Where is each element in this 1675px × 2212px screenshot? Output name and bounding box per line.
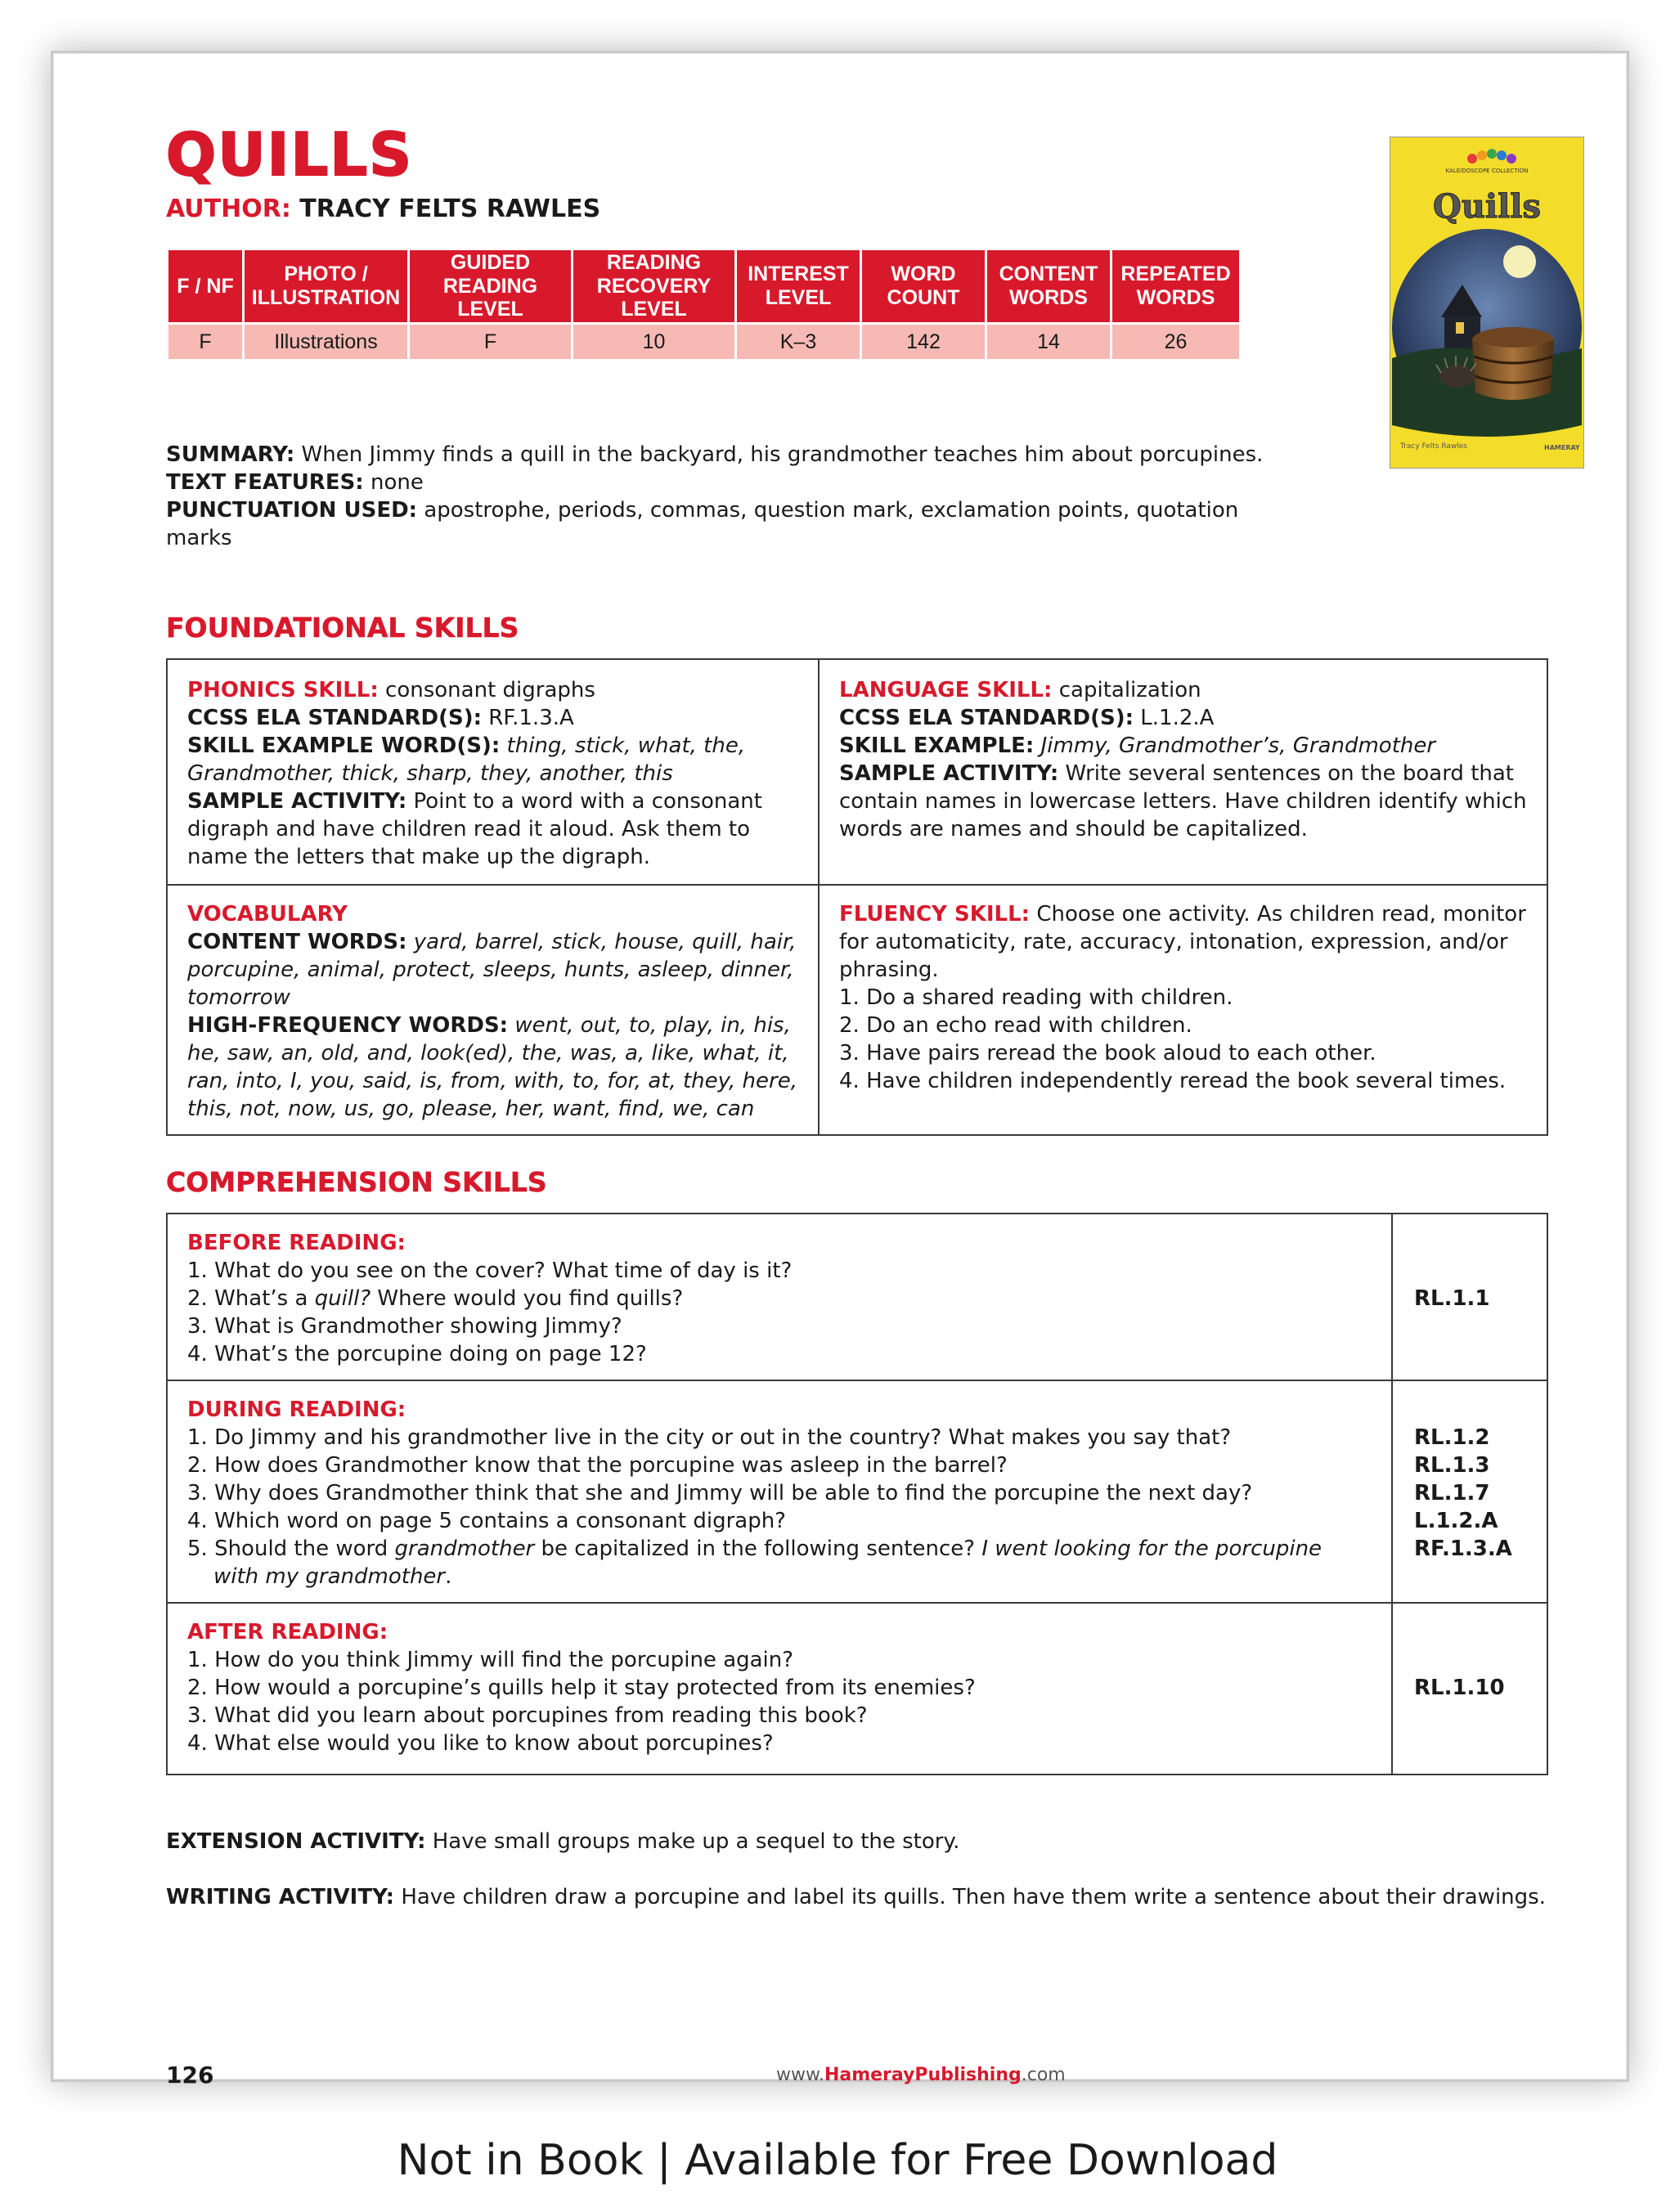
phonics-act-label: SAMPLE ACTIVITY: [187, 789, 407, 814]
value-interest: K–3 [736, 324, 861, 361]
question: 1. How do you think Jimmy will find the porcupine again? [187, 1648, 794, 1672]
question: 4. Which word on page 5 contains a consonant digraph? [187, 1509, 786, 1533]
phonics-std-line [187, 704, 798, 732]
value-word-count: 142 [861, 324, 986, 361]
list-item: 2. Do an echo read with children. [839, 1013, 1192, 1038]
phonics-skill-label: PHONICS SKILL: [187, 678, 379, 702]
during-standards [1414, 1424, 1512, 1563]
header-photo: PHOTO / ILLUSTRATION [244, 249, 409, 324]
phonics-ex-line [187, 732, 798, 787]
question [187, 1535, 1372, 1591]
hf-words-label: HIGH-FREQUENCY WORDS: [187, 1013, 509, 1038]
author-label: AUTHOR: [166, 195, 291, 223]
language-std: L.1.2.A [1140, 706, 1215, 730]
foundational-heading: FOUNDATIONAL SKILLS [166, 612, 519, 644]
question-part: be capitalized in the following sentence? [534, 1537, 982, 1561]
summary-block [166, 441, 1270, 552]
phonics-act-line [187, 787, 798, 871]
hf-words-line [187, 1012, 798, 1123]
question-part: 5. Should the word [187, 1537, 395, 1561]
grid-divider [1391, 1214, 1393, 1774]
language-ex-line [839, 732, 1527, 760]
question-part: quill? [314, 1286, 371, 1311]
before-reading-cell [168, 1214, 1391, 1380]
info-value-row [168, 324, 1241, 361]
website-link[interactable] [776, 2065, 1066, 2085]
standard-code: RF.1.3.A [1414, 1537, 1512, 1561]
question: 2. How would a porcupine’s quills help it stay protected from its enemies? [187, 1676, 976, 1700]
standard-code: RL.1.7 [1414, 1481, 1490, 1505]
book-cover [1390, 137, 1584, 469]
question-part: . [445, 1564, 452, 1589]
fluency-skill: Choose one activity. As children read, monitor for automaticity, rate, accuracy, intonation, expression, and/or phrasing. [839, 902, 1526, 982]
value-repeated-words: 26 [1111, 324, 1241, 361]
language-ex: Jimmy, Grandmother’s, Grandmother [1040, 734, 1436, 758]
question: 4. What’s the porcupine doing on page 12? [187, 1342, 647, 1366]
value-photo: Illustrations [244, 324, 409, 361]
fluency-skill-line [839, 900, 1527, 984]
question-part: I went looking for the porcupine with my grandmother [213, 1537, 1322, 1589]
question: 3. What did you learn about porcupines from reading this book? [187, 1703, 868, 1728]
fluency-skill-label: FLUENCY SKILL: [839, 902, 1031, 927]
question: 3. Why does Grandmother think that she and Jimmy will be able to find the porcupine the next day? [187, 1481, 1253, 1505]
language-act: Write several sentences on the board that contain names in lowercase letters. Have children identify which words are names and should be capitalized. [839, 761, 1527, 841]
author-line [166, 197, 600, 222]
book-info-table [166, 248, 1242, 361]
comprehension-grid [166, 1213, 1548, 1775]
language-ex-label: SKILL EXAMPLE: [839, 734, 1035, 758]
question: 1. What do you see on the cover? What time of day is it? [187, 1259, 793, 1283]
content-words-label: CONTENT WORDS: [187, 930, 407, 954]
question: 2. How does Grandmother know that the porcupine was asleep in the barrel? [187, 1453, 1008, 1478]
header-recovery: READING RECOVERY LEVEL [573, 249, 736, 324]
language-std-label: CCSS ELA STANDARD(S): [839, 706, 1134, 730]
extension-activity [166, 1828, 1548, 1855]
web-suffix: .com [1021, 2065, 1066, 2085]
punct-label: PUNCTUATION USED: [166, 498, 418, 523]
barrel-icon [1472, 327, 1554, 400]
phonics-cell [168, 660, 818, 884]
cover-publisher: HAMERAY [1544, 444, 1580, 451]
extension-text: Have small groups make up a sequel to the story. [432, 1829, 960, 1854]
cover-title: Quills [1432, 187, 1542, 226]
page-number: 126 [166, 2062, 214, 2089]
punct-line [166, 496, 1270, 552]
vocabulary-heading: VOCABULARY [187, 902, 348, 927]
summary-text: When Jimmy finds a quill in the backyard, his grandmother teaches him about porcupines. [301, 442, 1264, 467]
question: 4. What else would you like to know about porcupines? [187, 1731, 774, 1756]
header-guided: GUIDED READING LEVEL [409, 249, 573, 324]
before-standards [1414, 1285, 1490, 1312]
language-skill-label: LANGUAGE SKILL: [839, 678, 1053, 702]
book-title: QUILLS [166, 120, 414, 189]
header-repeated-words: REPEATED WORDS [1111, 249, 1241, 324]
summary-line [166, 441, 1270, 469]
language-std-line [839, 704, 1527, 732]
language-skill-line [839, 676, 1527, 704]
value-recovery: 10 [573, 324, 736, 361]
question: 1. Do Jimmy and his grandmother live in the city or out in the country? What makes you say that? [187, 1425, 1232, 1450]
after-standards [1414, 1674, 1505, 1702]
phonics-ex: thing, stick, what, the, Grandmother, thick, sharp, they, another, this [187, 734, 746, 786]
author-name: TRACY FELTS RAWLES [299, 195, 601, 223]
standard-code: RL.1.10 [1414, 1676, 1505, 1700]
features-line [166, 469, 1270, 496]
page [51, 51, 1629, 2089]
question-part: Where would you find quills? [370, 1286, 684, 1311]
after-reading-label: AFTER READING: [187, 1620, 388, 1644]
writing-activity [166, 1883, 1548, 1911]
question: 3. What is Grandmother showing Jimmy? [187, 1314, 622, 1339]
language-act-line [839, 760, 1527, 843]
vocabulary-cell [168, 886, 818, 1134]
phonics-skill-line [187, 676, 798, 704]
web-prefix: www. [776, 2065, 824, 2085]
header-fnf: F / NF [168, 249, 244, 324]
cover-author: Tracy Felts Rawles [1400, 442, 1467, 451]
writing-label: WRITING ACTIVITY: [166, 1885, 395, 1909]
extension-label: EXTENSION ACTIVITY: [166, 1829, 426, 1854]
phonics-ex-label: SKILL EXAMPLE WORD(S): [187, 734, 501, 758]
summary-label: SUMMARY: [166, 442, 295, 467]
fluency-list [839, 984, 1527, 1095]
cover-collection: KALEIDOSCOPE COLLECTION [1445, 168, 1529, 174]
writing-text: Have children draw a porcupine and label its quills. Then have them write a sentence about their drawings. [401, 1885, 1546, 1909]
after-reading-cell [168, 1604, 1391, 1774]
web-brand: HamerayPublishing [824, 2065, 1022, 2085]
features-text: none [370, 470, 424, 495]
standard-code: RL.1.3 [1414, 1453, 1490, 1478]
value-guided: F [409, 324, 573, 361]
header-content-words: CONTENT WORDS [986, 249, 1111, 324]
content-words: yard, barrel, stick, house, quill, hair, porcupine, animal, protect, sleeps, hunts, asleep, dinner, tomorrow [187, 930, 797, 1010]
language-act-label: SAMPLE ACTIVITY: [839, 761, 1059, 786]
language-cell [820, 660, 1547, 884]
hf-words: went, out, to, play, in, his, he, saw, an, old, and, look(ed), the, was, a, like, what, it, ran, into, I, you, said, is, from, with, to, for, at, they, here, this, not, now, us, go, please, her, want, find, we, can [187, 1013, 797, 1121]
phonics-std-label: CCSS ELA STANDARD(S): [187, 706, 483, 730]
list-item: 4. Have children independently reread the book several times. [839, 1069, 1507, 1093]
phonics-std: RF.1.3.A [488, 706, 574, 730]
list-item: 1. Do a shared reading with children. [839, 985, 1233, 1010]
before-reading-label: BEFORE READING: [187, 1231, 406, 1255]
features-label: TEXT FEATURES: [166, 470, 364, 495]
info-header-row [168, 249, 1241, 324]
phonics-skill: consonant digraphs [385, 678, 595, 702]
download-note: Not in Book | Available for Free Download [397, 2136, 1278, 2185]
value-content-words: 14 [986, 324, 1111, 361]
header-word-count: WORD COUNT [861, 249, 986, 324]
content-words-line [187, 928, 798, 1012]
punct-text: apostrophe, periods, commas, question mark, exclamation points, quotation marks [166, 498, 1239, 550]
during-reading-label: DURING READING: [187, 1398, 406, 1422]
question-part: grandmother [394, 1537, 535, 1561]
phonics-act: Point to a word with a consonant digraph and have children read it aloud. Ask them to name the letters that make up the digraph. [187, 789, 762, 869]
during-reading-cell [168, 1381, 1391, 1602]
language-skill: capitalization [1058, 678, 1201, 702]
question-part: 2. What’s a [187, 1286, 315, 1311]
value-fnf: F [168, 324, 244, 361]
standard-code: L.1.2.A [1414, 1509, 1498, 1533]
standard-code: RL.1.1 [1414, 1286, 1490, 1311]
comprehension-heading: COMPREHENSION SKILLS [166, 1166, 547, 1198]
header-interest: INTEREST LEVEL [736, 249, 861, 324]
question [187, 1285, 1372, 1312]
foundational-grid [166, 658, 1548, 1136]
cover-illustration [1390, 137, 1583, 468]
standard-code: RL.1.2 [1414, 1425, 1490, 1450]
list-item: 3. Have pairs reread the book aloud to each other. [839, 1041, 1376, 1066]
fluency-cell [820, 886, 1547, 1134]
